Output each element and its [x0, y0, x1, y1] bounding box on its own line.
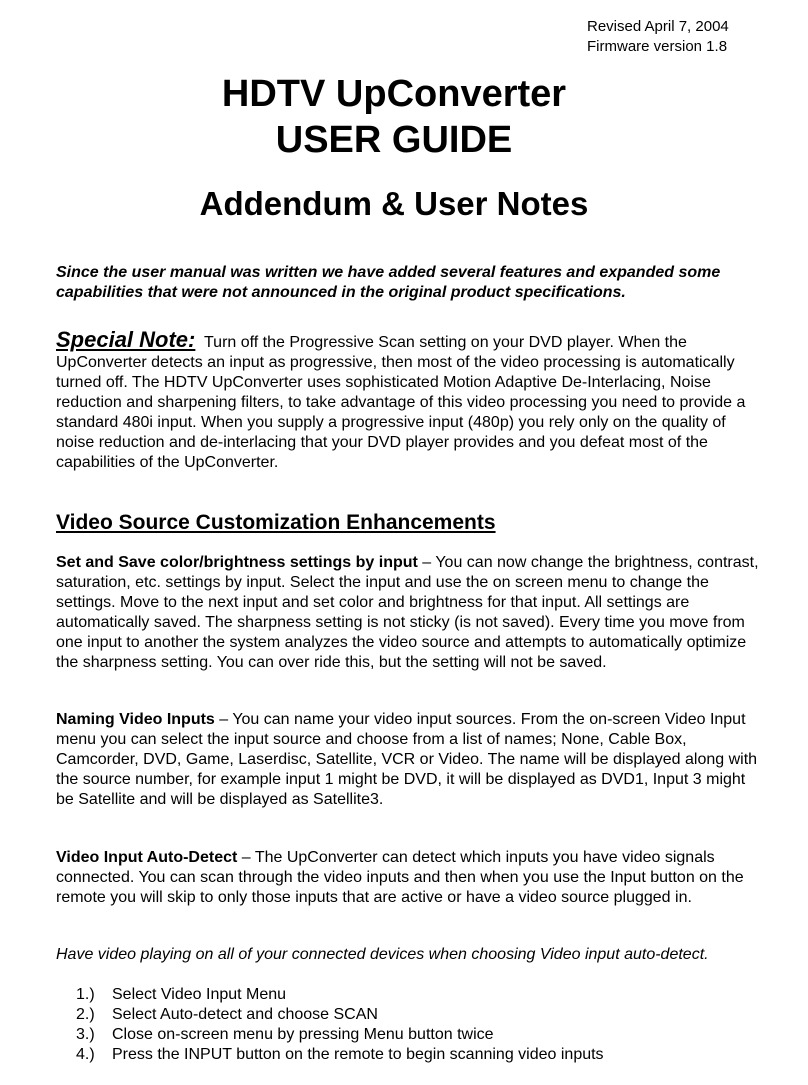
- naming-inputs-paragraph: [56, 710, 764, 810]
- step-number: 2.): [76, 1006, 95, 1023]
- step-number: 4.): [76, 1046, 95, 1063]
- list-item: [56, 1005, 604, 1025]
- section-heading: Video Source Customization Enhancements: [56, 511, 496, 534]
- auto-detect-steps: [56, 985, 604, 1065]
- firmware-version: Firmware version 1.8: [587, 38, 728, 55]
- naming-inputs-lead: Naming Video Inputs: [56, 711, 215, 728]
- auto-detect-note: Have video playing on all of your connected devices when choosing Video input auto-detect.: [56, 946, 709, 963]
- document-subtitle: Addendum & User Notes: [199, 185, 589, 222]
- revised-date: Revised April 7, 2004: [587, 18, 729, 35]
- revision-info: [587, 17, 729, 57]
- step-text: Select Video Input Menu: [112, 986, 287, 1003]
- step-number: 3.): [76, 1026, 95, 1043]
- special-note-text: Turn off the Progressive Scan setting on your DVD player. When the UpConverter detects an input as progressive, then most of the video processing is automatically turned off. The HDTV UpConverter uses sophisticated Motion Adaptive De-Interlacing, Noise reduction and sharpening filters, to take advantage of this video processing you need to provide a standard 480i input. When you supply a progressive input (480p) you rely only on the quality of noise reduction and de-interlacing that your DVD player provides and you defeat most of the capabilities of the UpConverter.: [56, 334, 746, 471]
- auto-detect-lead: Video Input Auto-Detect: [56, 849, 238, 866]
- list-item: [56, 1045, 604, 1065]
- set-save-paragraph: [56, 553, 764, 673]
- step-text: Press the INPUT button on the remote to begin scanning video inputs: [112, 1046, 604, 1063]
- set-save-text: – You can now change the brightness, contrast, saturation, etc. settings by input. Select the input and use the on screen menu to change the settings. Move to the next input and set color and brightness for that input. All settings are automatically saved. The sharpness setting is not sticky (is not saved). Every time you move from one input to another the system analyzes the video source and attempts to automatically optimize the sharpness setting. You can over ride this, but the setting will not be saved.: [56, 554, 759, 671]
- special-note-paragraph: [56, 327, 764, 473]
- special-note-label: Special Note:: [56, 327, 196, 352]
- step-text: Select Auto-detect and choose SCAN: [112, 1006, 378, 1023]
- intro-paragraph: Since the user manual was written we have added several features and expanded some capabilities that were not announced in the original product specifications.: [56, 264, 721, 301]
- document-title: HDTV UpConverter: [221, 73, 567, 115]
- step-number: 1.): [76, 986, 95, 1003]
- list-item: [56, 1025, 604, 1045]
- auto-detect-text: – The UpConverter can detect which inputs you have video signals connected. You can scan through the video inputs and then when you use the Input button on the remote you will skip to only those inputs that are active or have a video source plugged in.: [56, 849, 744, 906]
- auto-detect-paragraph: [56, 848, 764, 908]
- step-text: Close on-screen menu by pressing Menu button twice: [112, 1026, 494, 1043]
- document-title-line2: USER GUIDE: [275, 119, 513, 161]
- naming-inputs-text: – You can name your video input sources. From the on-screen Video Input menu you can select the input source and choose from a list of names; None, Cable Box, Camcorder, DVD, Game, Laserdisc, Satellite, VCR or Video. The name will be displayed along with the source number, for example input 1 might be DVD, it will be displayed as DVD1, Input 3 might be Satellite and will be displayed as Satellite3.: [56, 711, 758, 808]
- set-save-lead: Set and Save color/brightness settings by input: [56, 554, 418, 571]
- list-item: [56, 985, 604, 1005]
